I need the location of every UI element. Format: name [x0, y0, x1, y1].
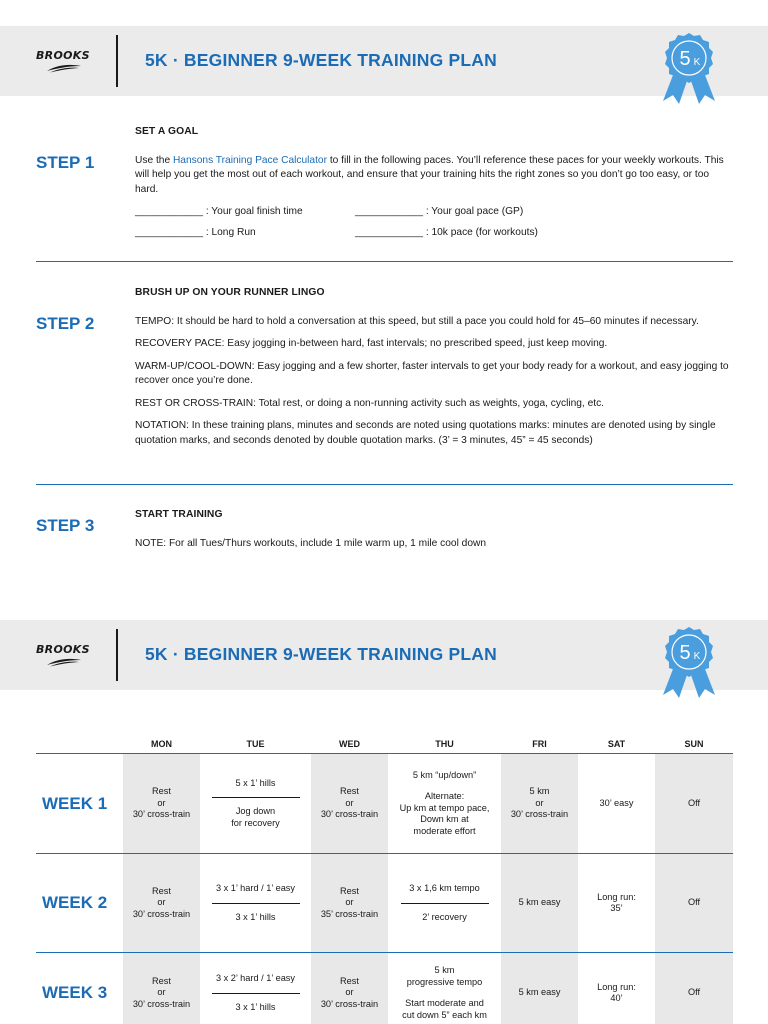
cell-line: 5 km “up/down” [412, 769, 477, 780]
recovery-definition: RECOVERY PACE: Easy jogging in-between hard, fast intervals; no prescribed speed, just keep moving. [135, 338, 608, 349]
badge-5-text: 5 [679, 642, 691, 664]
sat-cell [578, 854, 655, 952]
fri-cell [501, 754, 578, 853]
cell-line: Start moderate and [405, 998, 484, 1008]
mon-cell [123, 953, 200, 1024]
cell-line: Rest [152, 786, 171, 797]
cell-line: 3 x 1’ hills [235, 911, 276, 922]
col-tue: TUE [246, 739, 265, 749]
goal-pace-blank: ____________ : Your goal pace (GP) [355, 206, 524, 217]
sun-cell [655, 754, 733, 853]
fri-cell [501, 953, 578, 1024]
step2-label: STEP 2 [36, 314, 95, 333]
cell-divider [212, 993, 300, 994]
blank-row [135, 226, 735, 241]
col-fri: FRI [532, 739, 547, 749]
sat-cell [578, 953, 655, 1024]
header-divider [116, 629, 118, 681]
rest-definition: REST OR CROSS-TRAIN: Total rest, or doing a non-running activity such as weights, yoga, cycling, etc. [135, 397, 605, 409]
step3-heading: START TRAINING [135, 509, 223, 520]
table-row [36, 854, 733, 953]
thu-cell [388, 953, 501, 1024]
mon-cell [123, 854, 200, 952]
cell-line: Rest [152, 885, 171, 896]
warmup-definition: WARM-UP/COOL-DOWN: Easy jogging and a few shorter, faster intervals to get your body ready for a workout, and easy jogging to recover once you’re done. [135, 360, 729, 386]
5k-ribbon-icon [655, 623, 723, 699]
blank-row [135, 205, 735, 220]
badge-5-text: 5 [679, 48, 691, 70]
badge-k-text: K [693, 651, 701, 662]
cell-line: 2’ recovery [422, 911, 467, 922]
step2-block [135, 286, 735, 456]
thu-cell [388, 754, 501, 853]
cell-line: Long run: [597, 891, 636, 902]
table-row [36, 754, 733, 854]
brand-logo [36, 49, 96, 62]
sun-cell [655, 953, 733, 1024]
week-label: WEEK 3 [42, 983, 108, 1002]
cell-line: or [345, 897, 354, 908]
cell-line: 5 x 1’ hills [235, 777, 276, 788]
week-label: WEEK 1 [42, 793, 108, 813]
fri-cell [501, 854, 578, 952]
cell-line: or [345, 797, 354, 808]
cell-line: 30’ cross-train [320, 809, 379, 820]
cell-line: or [345, 987, 354, 998]
section-divider [36, 261, 733, 262]
step1-intro-pre: Use the [135, 154, 173, 166]
cell-line: progressive tempo [406, 976, 483, 987]
cell-line: 3 x 1’ hills [235, 1001, 276, 1012]
swoosh-icon [46, 657, 82, 667]
col-thu: THU [435, 739, 454, 749]
cell-line: 5 km easy [518, 987, 561, 998]
wed-cell [311, 854, 388, 952]
col-mon: MON [151, 739, 172, 749]
cell-line: cut down 5” each km [402, 1009, 487, 1020]
cell-line: Up km at tempo pace, [399, 802, 490, 813]
cell-line: 5 km easy [518, 897, 561, 908]
cell-divider [401, 903, 489, 904]
cell-line: Rest [340, 975, 359, 986]
cell-line: 35’ cross-train [320, 908, 379, 919]
cell-line: 30’ cross-train [320, 998, 379, 1009]
cell-divider [212, 903, 300, 904]
header-band [0, 26, 768, 96]
tue-cell [200, 754, 311, 853]
sat-cell [578, 754, 655, 853]
cell-line: 40’ [610, 993, 623, 1003]
step1-intro [135, 154, 735, 198]
cell-line: Alternate: [424, 791, 465, 802]
header-divider [116, 35, 118, 87]
plan-title: 5K · BEGINNER 9-WEEK TRAINING PLAN [145, 644, 497, 664]
cell-line: 30’ cross-train [132, 809, 191, 820]
cell-line: or [157, 797, 166, 808]
cell-line: Rest [340, 885, 359, 896]
step1-label: STEP 1 [36, 153, 95, 172]
5k-ribbon-icon [655, 29, 723, 105]
cell-line: 30’ cross-train [510, 809, 569, 820]
col-wed: WED [339, 739, 360, 749]
cell-line: Jog down [235, 806, 276, 817]
long-run-blank: ____________ : Long Run [135, 226, 256, 238]
tempo-definition: TEMPO: It should be hard to hold a conversation at this speed, but still a pace you could hold for 45–60 minutes if necessary. [135, 315, 699, 327]
cell-line: Rest [340, 786, 359, 797]
training-plan-table [36, 730, 733, 1024]
section-divider [36, 484, 733, 485]
step2-heading: BRUSH UP ON YOUR RUNNER LINGO [135, 287, 325, 298]
step3-block [135, 508, 735, 559]
swoosh-icon [46, 63, 82, 73]
cell-line: or [535, 797, 544, 808]
cell-line: 3 x 1’ hard / 1’ easy [216, 883, 295, 893]
table-row [36, 953, 733, 1024]
week-label: WEEK 2 [42, 893, 108, 912]
thu-cell [388, 854, 501, 952]
cell-line: or [157, 897, 166, 908]
cell-divider [212, 797, 300, 798]
cell-line: 30’ cross-train [132, 908, 191, 919]
brand-wordmark: BROOKS [36, 643, 90, 656]
step1-intro-post: to fill in the following paces. You’ll reference these paces for your weekly workouts. This will help you get the most out of each workout, and ensure that your training hits the right zones so you don’t go too easy, or too hard. [135, 154, 724, 195]
tue-cell [200, 854, 311, 952]
table-header [36, 730, 733, 754]
cell-line: moderate effort [413, 825, 476, 836]
plan-title: 5K · BEGINNER 9-WEEK TRAINING PLAN [145, 50, 497, 70]
step1-heading: SET A GOAL [135, 126, 199, 137]
pace-calculator-link[interactable]: Hansons Training Pace Calculator [172, 154, 327, 166]
badge-k-text: K [693, 57, 701, 68]
cell-line: Off [687, 987, 701, 998]
cell-line: 35’ [610, 903, 623, 913]
cell-line: Long run: [597, 981, 636, 992]
tue-cell [200, 953, 311, 1024]
cell-line: Down km at [420, 814, 469, 825]
cell-line: 5 km [529, 786, 550, 797]
col-sun: SUN [684, 739, 704, 749]
wed-cell [311, 754, 388, 853]
cell-line: 30’ easy [599, 797, 634, 808]
notation-definition: NOTATION: In these training plans, minutes and seconds are noted using quotations marks: minutes are denoted using by single quotation marks, and seconds denoted by double quotation marks. (3’ = 3 minutes, 45” = 45 seconds) [135, 420, 716, 446]
cell-line: or [157, 987, 166, 998]
cell-line: Off [687, 797, 701, 808]
header-band [0, 620, 768, 690]
mon-cell [123, 754, 200, 853]
cell-line: 3 x 2’ hard / 1’ easy [216, 973, 295, 983]
cell-line: 30’ cross-train [132, 998, 191, 1009]
sun-cell [655, 854, 733, 952]
cell-line: for recovery [231, 817, 280, 828]
step3-note: NOTE: For all Tues/Thurs workouts, include 1 mile warm up, 1 mile cool down [135, 537, 487, 549]
cell-line: Rest [152, 975, 171, 986]
cell-line: 5 km [434, 965, 455, 975]
10k-pace-blank: ____________ : 10k pace (for workouts) [355, 226, 538, 238]
header-spacer [36, 730, 123, 753]
cell-line: Off [687, 897, 701, 908]
step3-label: STEP 3 [36, 516, 95, 535]
goal-finish-blank: ____________ : Your goal finish time [135, 206, 303, 217]
cell-line: 3 x 1,6 km tempo [409, 883, 480, 893]
col-sat: SAT [607, 739, 626, 749]
step1-block [135, 125, 735, 246]
brand-wordmark: BROOKS [36, 49, 90, 62]
wed-cell [311, 953, 388, 1024]
brand-logo [36, 643, 96, 656]
